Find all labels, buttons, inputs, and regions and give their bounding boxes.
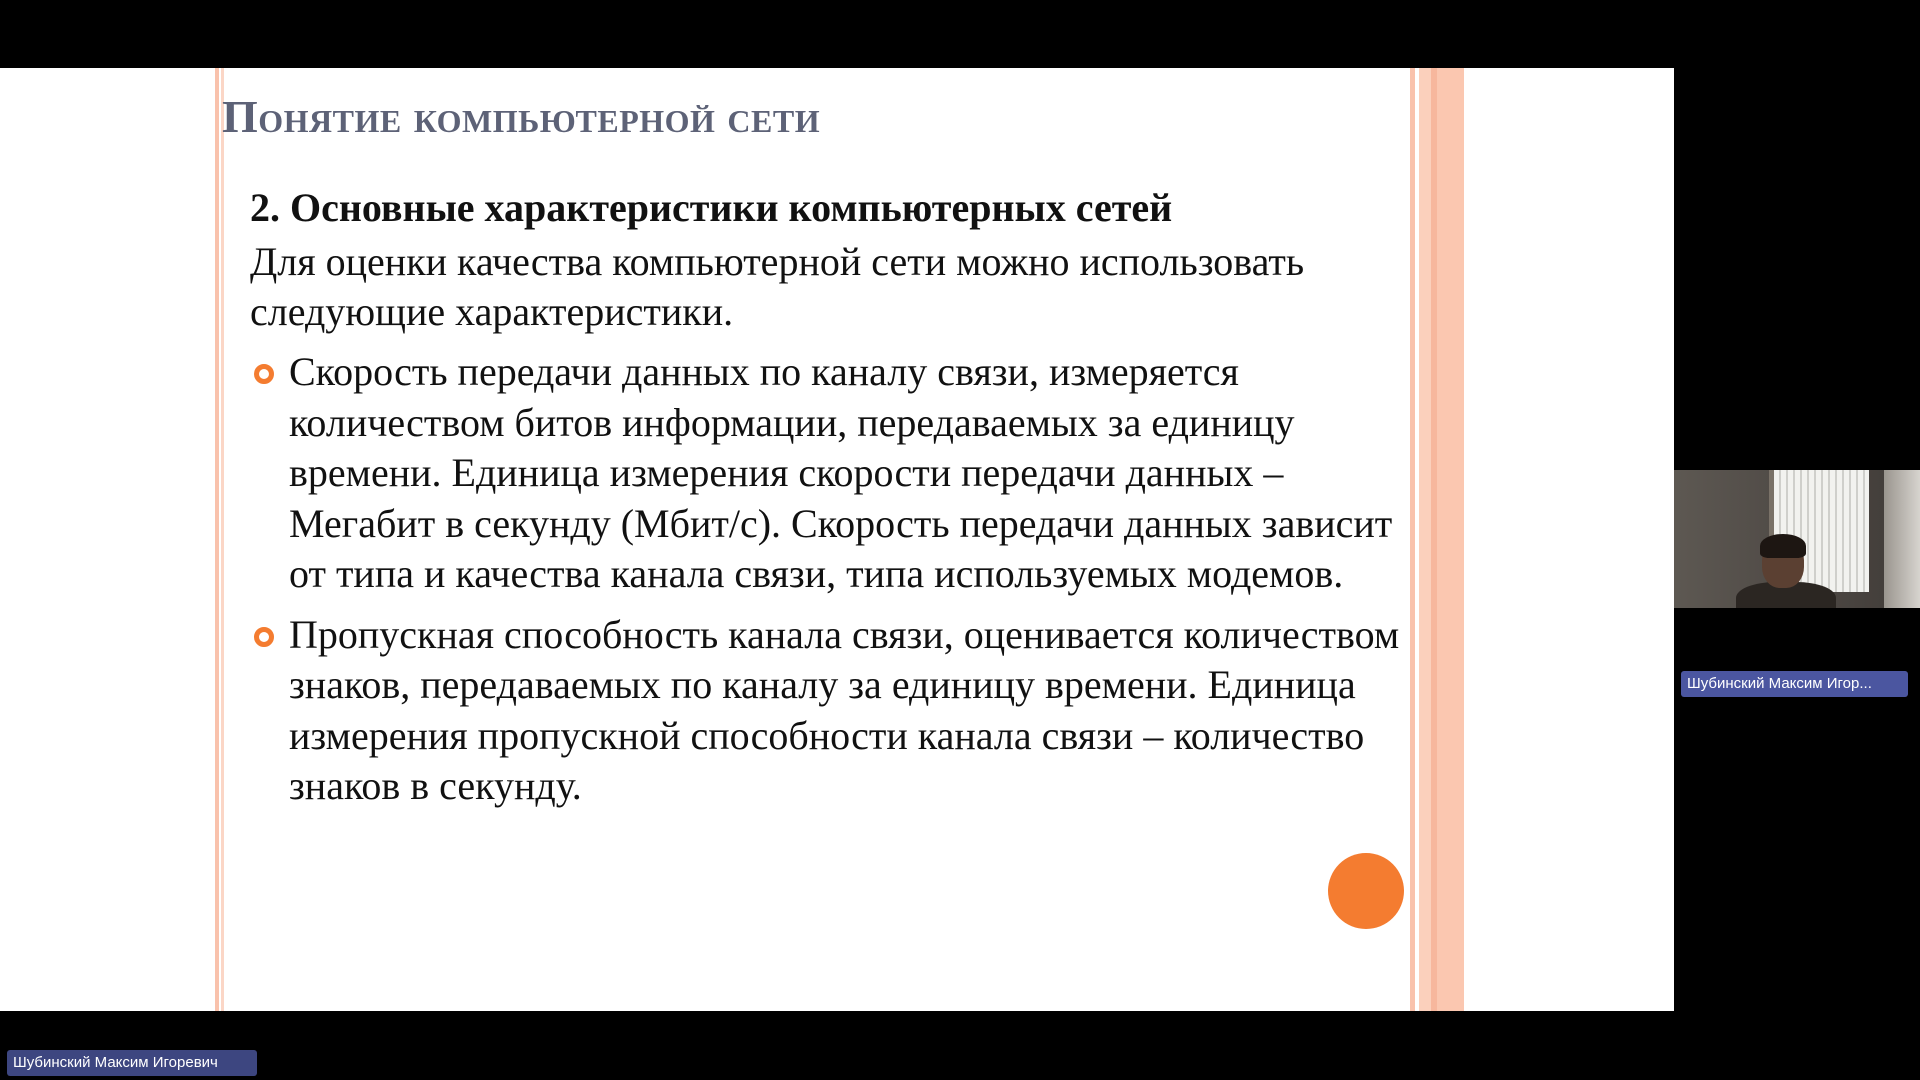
participant-video-tile[interactable]: [1674, 470, 1920, 608]
participant-tile-name: Шубинский Максим Игор...: [1681, 671, 1908, 697]
video-door: [1884, 470, 1920, 608]
shared-slide: [0, 68, 1674, 1011]
slide-decor-stripe: [1437, 68, 1464, 1011]
slide-decor-stripe: [1419, 68, 1431, 1011]
slide-decor-stripe: [215, 68, 219, 1011]
bullet-text: Пропускная способность канала связи, оценивается количеством знаков, передаваемых по каналу за единицу времени. Единица измерения пропускной способности канала связи – количество знаков в секунду.: [289, 611, 1400, 808]
slide-content: [250, 183, 1400, 822]
bullet-text: Скорость передачи данных по каналу связи, измеряется количеством битов информации, передаваемых за единицу времени. Единица измерения скорости передачи данных – Мегабит в секунду (Мбит/с). Скорость передачи данных зависит от типа и качества канала связи, типа используемых модемов.: [289, 349, 1393, 596]
slide-decor-stripe: [221, 68, 224, 1011]
decorative-orange-circle: [1328, 853, 1404, 929]
bullet-item: [250, 347, 1400, 600]
participant-hair: [1760, 534, 1806, 558]
slide-decor-stripe: [1410, 68, 1415, 1011]
slide-title: Понятие компьютерной сети: [222, 91, 821, 142]
slide-intro: Для оценки качества компьютерной сети можно использовать следующие характеристики.: [250, 239, 1305, 334]
presenter-name-label: Шубинский Максим Игоревич: [7, 1050, 257, 1076]
bullet-circle-icon: [254, 627, 274, 647]
slide-subheading: 2. Основные характеристики компьютерных сетей: [250, 185, 1173, 230]
bullet-item: [250, 610, 1400, 812]
bullet-circle-icon: [254, 364, 274, 384]
